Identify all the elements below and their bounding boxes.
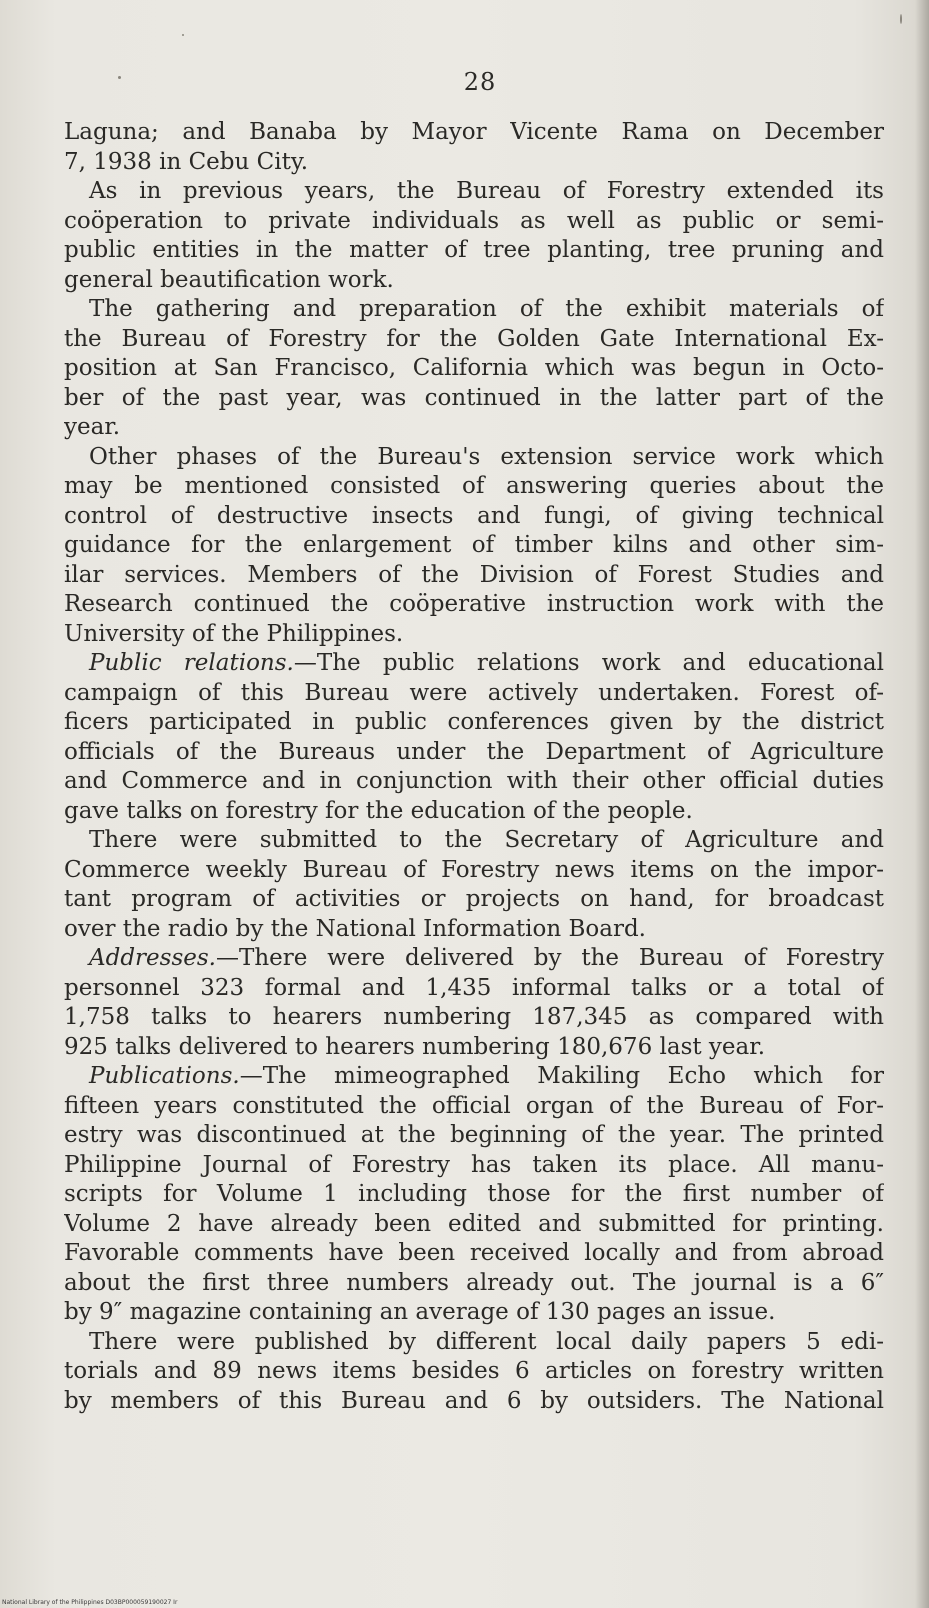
text-line (64, 1092, 884, 1122)
line-text: control of destructive insects and fungi, of giving technical (64, 502, 884, 529)
text-line (64, 1151, 884, 1181)
text-line (64, 236, 884, 266)
line-text: and Commerce and in conjunction with their other official duties (64, 768, 884, 794)
text-line (64, 413, 884, 443)
line-text: may be mentioned consisted of answering queries about the (64, 473, 884, 499)
run-in-heading: Publications. (89, 1063, 240, 1089)
text-line (64, 207, 884, 237)
page-number: 28 (463, 68, 497, 96)
line-text: Volume 2 have already been edited and submitted for printing. (64, 1210, 884, 1237)
line-text: University of the Philippines. (64, 620, 404, 647)
line-text: Research continued the coöperative instruction work with the (64, 591, 884, 617)
text-line (64, 590, 884, 620)
text-line (64, 1269, 884, 1299)
scan-speck (900, 14, 902, 24)
text-line (64, 384, 884, 414)
line-text: There were submitted to the Secretary of Agriculture and (89, 827, 884, 853)
line-text: As in previous years, the Bureau of Forestry extended its (89, 178, 884, 204)
text-line (64, 620, 884, 650)
page-edge-shadow (915, 0, 929, 1608)
line-text: 1,758 talks to hearers numbering 187,345 as compared with (64, 1004, 884, 1030)
line-text: 925 talks delivered to hearers numbering 180,676 last year. (64, 1033, 766, 1060)
line-text: campaign of this Bureau were actively undertaken. Forest of- (64, 679, 884, 706)
text-line (64, 679, 884, 709)
text-line (64, 325, 884, 355)
line-text: Commerce weekly Bureau of Forestry news items on the impor- (64, 856, 884, 883)
line-text: by members of this Bureau and 6 by outsiders. The National (64, 1387, 884, 1414)
text-line (64, 915, 884, 945)
text-line (64, 177, 884, 207)
line-text: about the first three numbers already out. The journal is a 6″ (64, 1269, 884, 1296)
text-line (64, 974, 884, 1004)
text-line (64, 1180, 884, 1210)
text-line (64, 885, 884, 915)
text-line (64, 1121, 884, 1151)
text-line (64, 1328, 884, 1358)
line-text: Favorable comments have been received locally and from abroad (64, 1240, 884, 1266)
text-line (64, 472, 884, 502)
line-text: over the radio by the National Information Board. (64, 915, 646, 942)
line-text: general beautification work. (64, 266, 394, 293)
run-in-heading: Public relations. (89, 650, 294, 676)
line-text: ilar services. Members of the Division of Forest Studies and (64, 561, 884, 588)
text-line (64, 1033, 884, 1063)
text-line (64, 856, 884, 886)
text-line (64, 531, 884, 561)
text-line (64, 944, 884, 974)
text-line (64, 266, 884, 296)
line-text: The gathering and preparation of the exhibit materials of (89, 296, 884, 322)
text-line (64, 649, 884, 679)
text-line (64, 767, 884, 797)
archive-footer: National Library of the Philippines D03BP000059190027 Ir (2, 1599, 178, 1606)
text-line (64, 561, 884, 591)
line-text: 7, 1938 in Cebu City. (64, 148, 309, 175)
text-line (64, 1357, 884, 1387)
line-text: gave talks on forestry for the education of the people. (64, 797, 693, 824)
line-text: torials and 89 news items besides 6 articles on forestry written (64, 1358, 884, 1384)
text-line (64, 1003, 884, 1033)
line-text: Philippine Journal of Forestry has taken its place. All manu- (64, 1151, 884, 1178)
text-line (64, 826, 884, 856)
line-text: scripts for Volume 1 including those for the first number of (64, 1181, 884, 1207)
text-line (64, 118, 884, 148)
line-text: Laguna; and Banaba by Mayor Vicente Rama on December (64, 119, 884, 145)
line-text: tant program of activities or projects on hand, for broadcast (64, 886, 884, 912)
text-line (64, 1298, 884, 1328)
text-line (64, 443, 884, 473)
body-text (64, 118, 884, 1416)
line-text: ber of the past year, was continued in the latter part of the (64, 384, 884, 411)
line-text: year. (64, 414, 121, 440)
text-line (64, 738, 884, 768)
line-text: position at San Francisco, California which was begun in Octo- (64, 355, 884, 381)
text-line (64, 148, 884, 178)
text-line (64, 354, 884, 384)
text-line (64, 708, 884, 738)
line-text: —The mimeographed Makiling Echo which for (239, 1063, 884, 1089)
line-text: the Bureau of Forestry for the Golden Gate International Ex- (64, 325, 884, 352)
line-text: personnel 323 formal and 1,435 informal talks or a total of (64, 974, 884, 1001)
text-line (64, 295, 884, 325)
text-line (64, 1210, 884, 1240)
text-line (64, 1239, 884, 1269)
line-text: —The public relations work and educational (293, 650, 884, 676)
text-line (64, 502, 884, 532)
run-in-heading: Addresses. (89, 945, 216, 971)
text-line (64, 1387, 884, 1417)
line-text: guidance for the enlargement of timber kilns and other sim- (64, 532, 884, 558)
line-text: ficers participated in public conferences given by the district (64, 709, 884, 735)
line-text: estry was discontinued at the beginning of the year. The printed (64, 1122, 884, 1148)
scan-speck (182, 34, 184, 36)
line-text: coöperation to private individuals as well as public or semi- (64, 207, 884, 234)
text-line (64, 1062, 884, 1092)
line-text: There were published by different local daily papers 5 edi- (89, 1328, 884, 1355)
line-text: officials of the Bureaus under the Department of Agriculture (64, 738, 884, 765)
line-text: —There were delivered by the Bureau of Forestry (216, 945, 884, 971)
line-text: Other phases of the Bureau's extension service work which (89, 443, 884, 470)
line-text: fifteen years constituted the official organ of the Bureau of For- (64, 1092, 884, 1119)
text-line (64, 797, 884, 827)
line-text: public entities in the matter of tree planting, tree pruning and (64, 237, 884, 263)
line-text: by 9″ magazine containing an average of 130 pages an issue. (64, 1299, 776, 1325)
